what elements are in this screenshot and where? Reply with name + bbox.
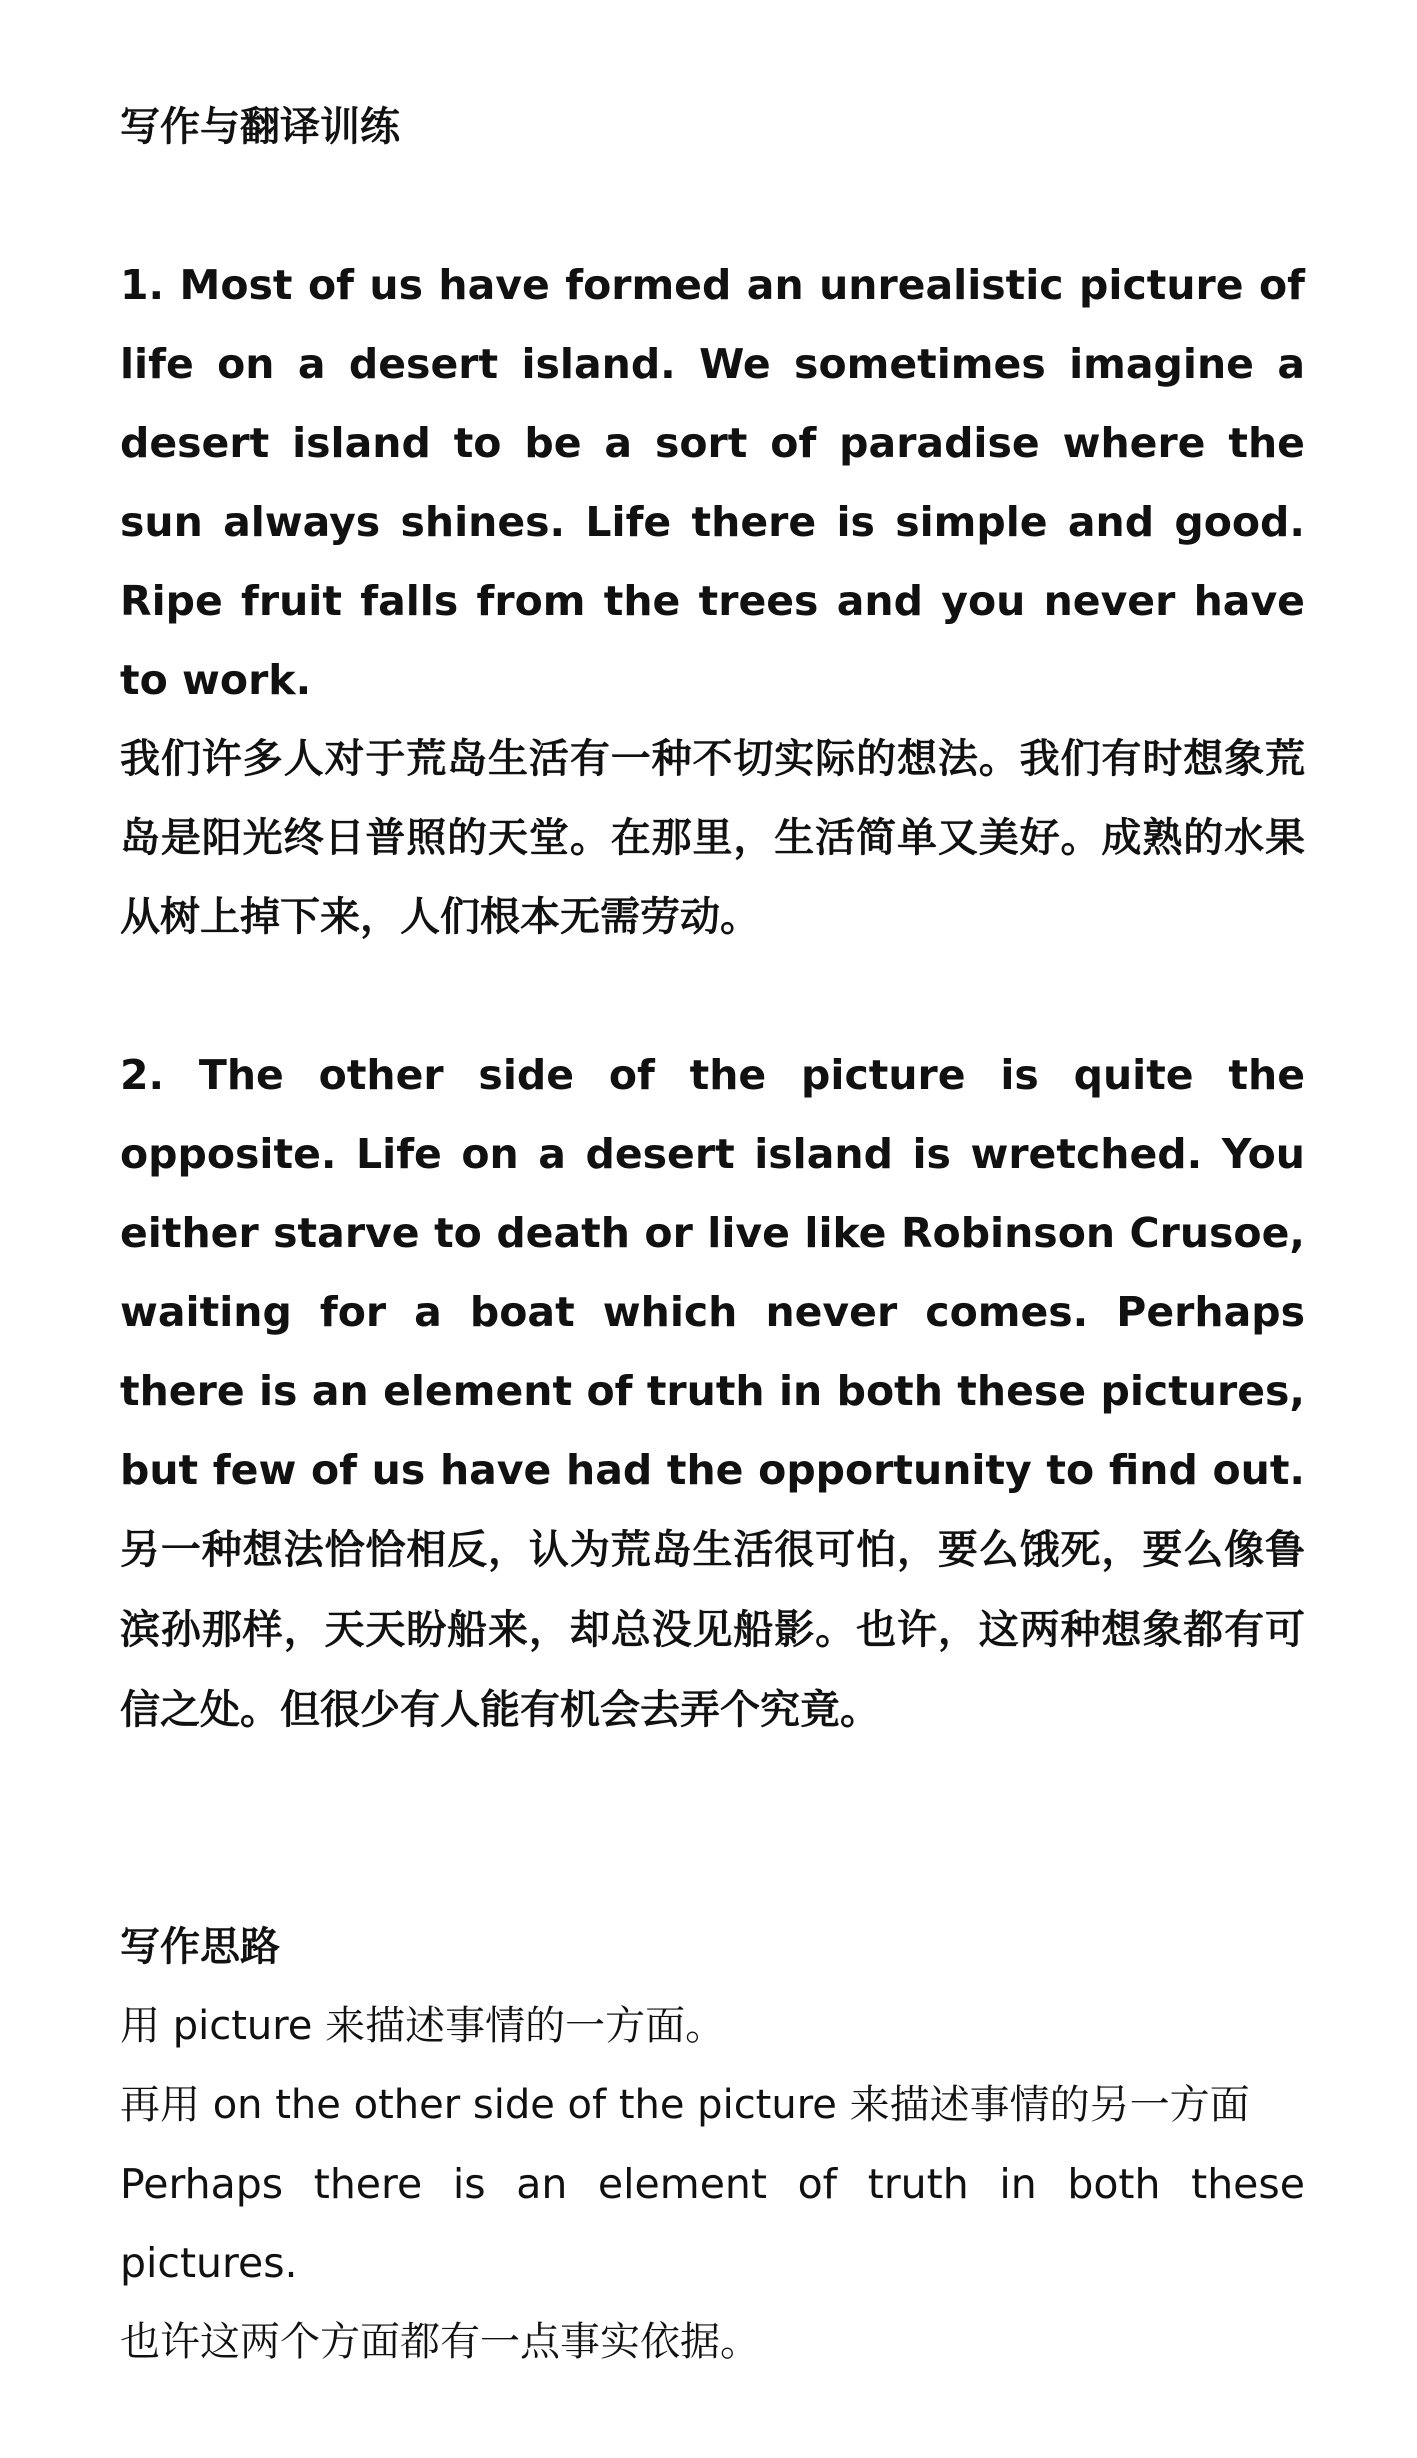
spacer	[120, 957, 1305, 1036]
spacer	[120, 1750, 1305, 1908]
item-2-paragraph	[120, 1036, 1305, 1750]
writing-ideas-heading: 写作思路	[120, 1924, 280, 1970]
spacer	[120, 167, 1305, 246]
item-1-english: 1. Most of us have formed an unrealistic picture of life on a desert island. We sometimes imagine a desert island to be a sort of paradise where the sun always shines. Life there is simple and good. Ripe fruit falls from the trees and you never have to work.	[120, 261, 1305, 704]
item-2-english: 2. The other side of the picture is quite the opposite. Life on a desert island is wretched. You either starve to death or live like Robinson Crusoe, waiting for a boat which never comes. Perhaps there is an element of truth in both these pictures, but few of us have had the opportunity to find out.	[120, 1051, 1305, 1494]
writing-idea-line-4: 也许这两个方面都有一点事实依据。	[120, 2319, 760, 2365]
writing-idea-line-1: 用 picture 来描述事情的一方面。	[120, 2003, 726, 2049]
item-2-chinese: 另一种想法恰恰相反，认为荒岛生活很可怕，要么饿死，要么像鲁滨孙那样，天天盼船来，却总没见船影。也许，这两种想象都有可信之处。但很少有人能有机会去弄个究竟。	[120, 1527, 1305, 1733]
document-title: 写作与翻译训练	[120, 104, 400, 150]
document-page	[120, 88, 1305, 2382]
item-1-chinese: 我们许多人对于荒岛生活有一种不切实际的想法。我们有时想象荒岛是阳光终日普照的天堂。在那里，生活简单又美好。成熟的水果从树上掉下来，人们根本无需劳动。	[120, 736, 1305, 940]
writing-idea-line-2: 再用 on the other side of the picture 来描述事情的另一方面	[120, 2082, 1250, 2128]
writing-idea-line-3: Perhaps there is an element of truth in both these pictures.	[120, 2160, 1305, 2287]
